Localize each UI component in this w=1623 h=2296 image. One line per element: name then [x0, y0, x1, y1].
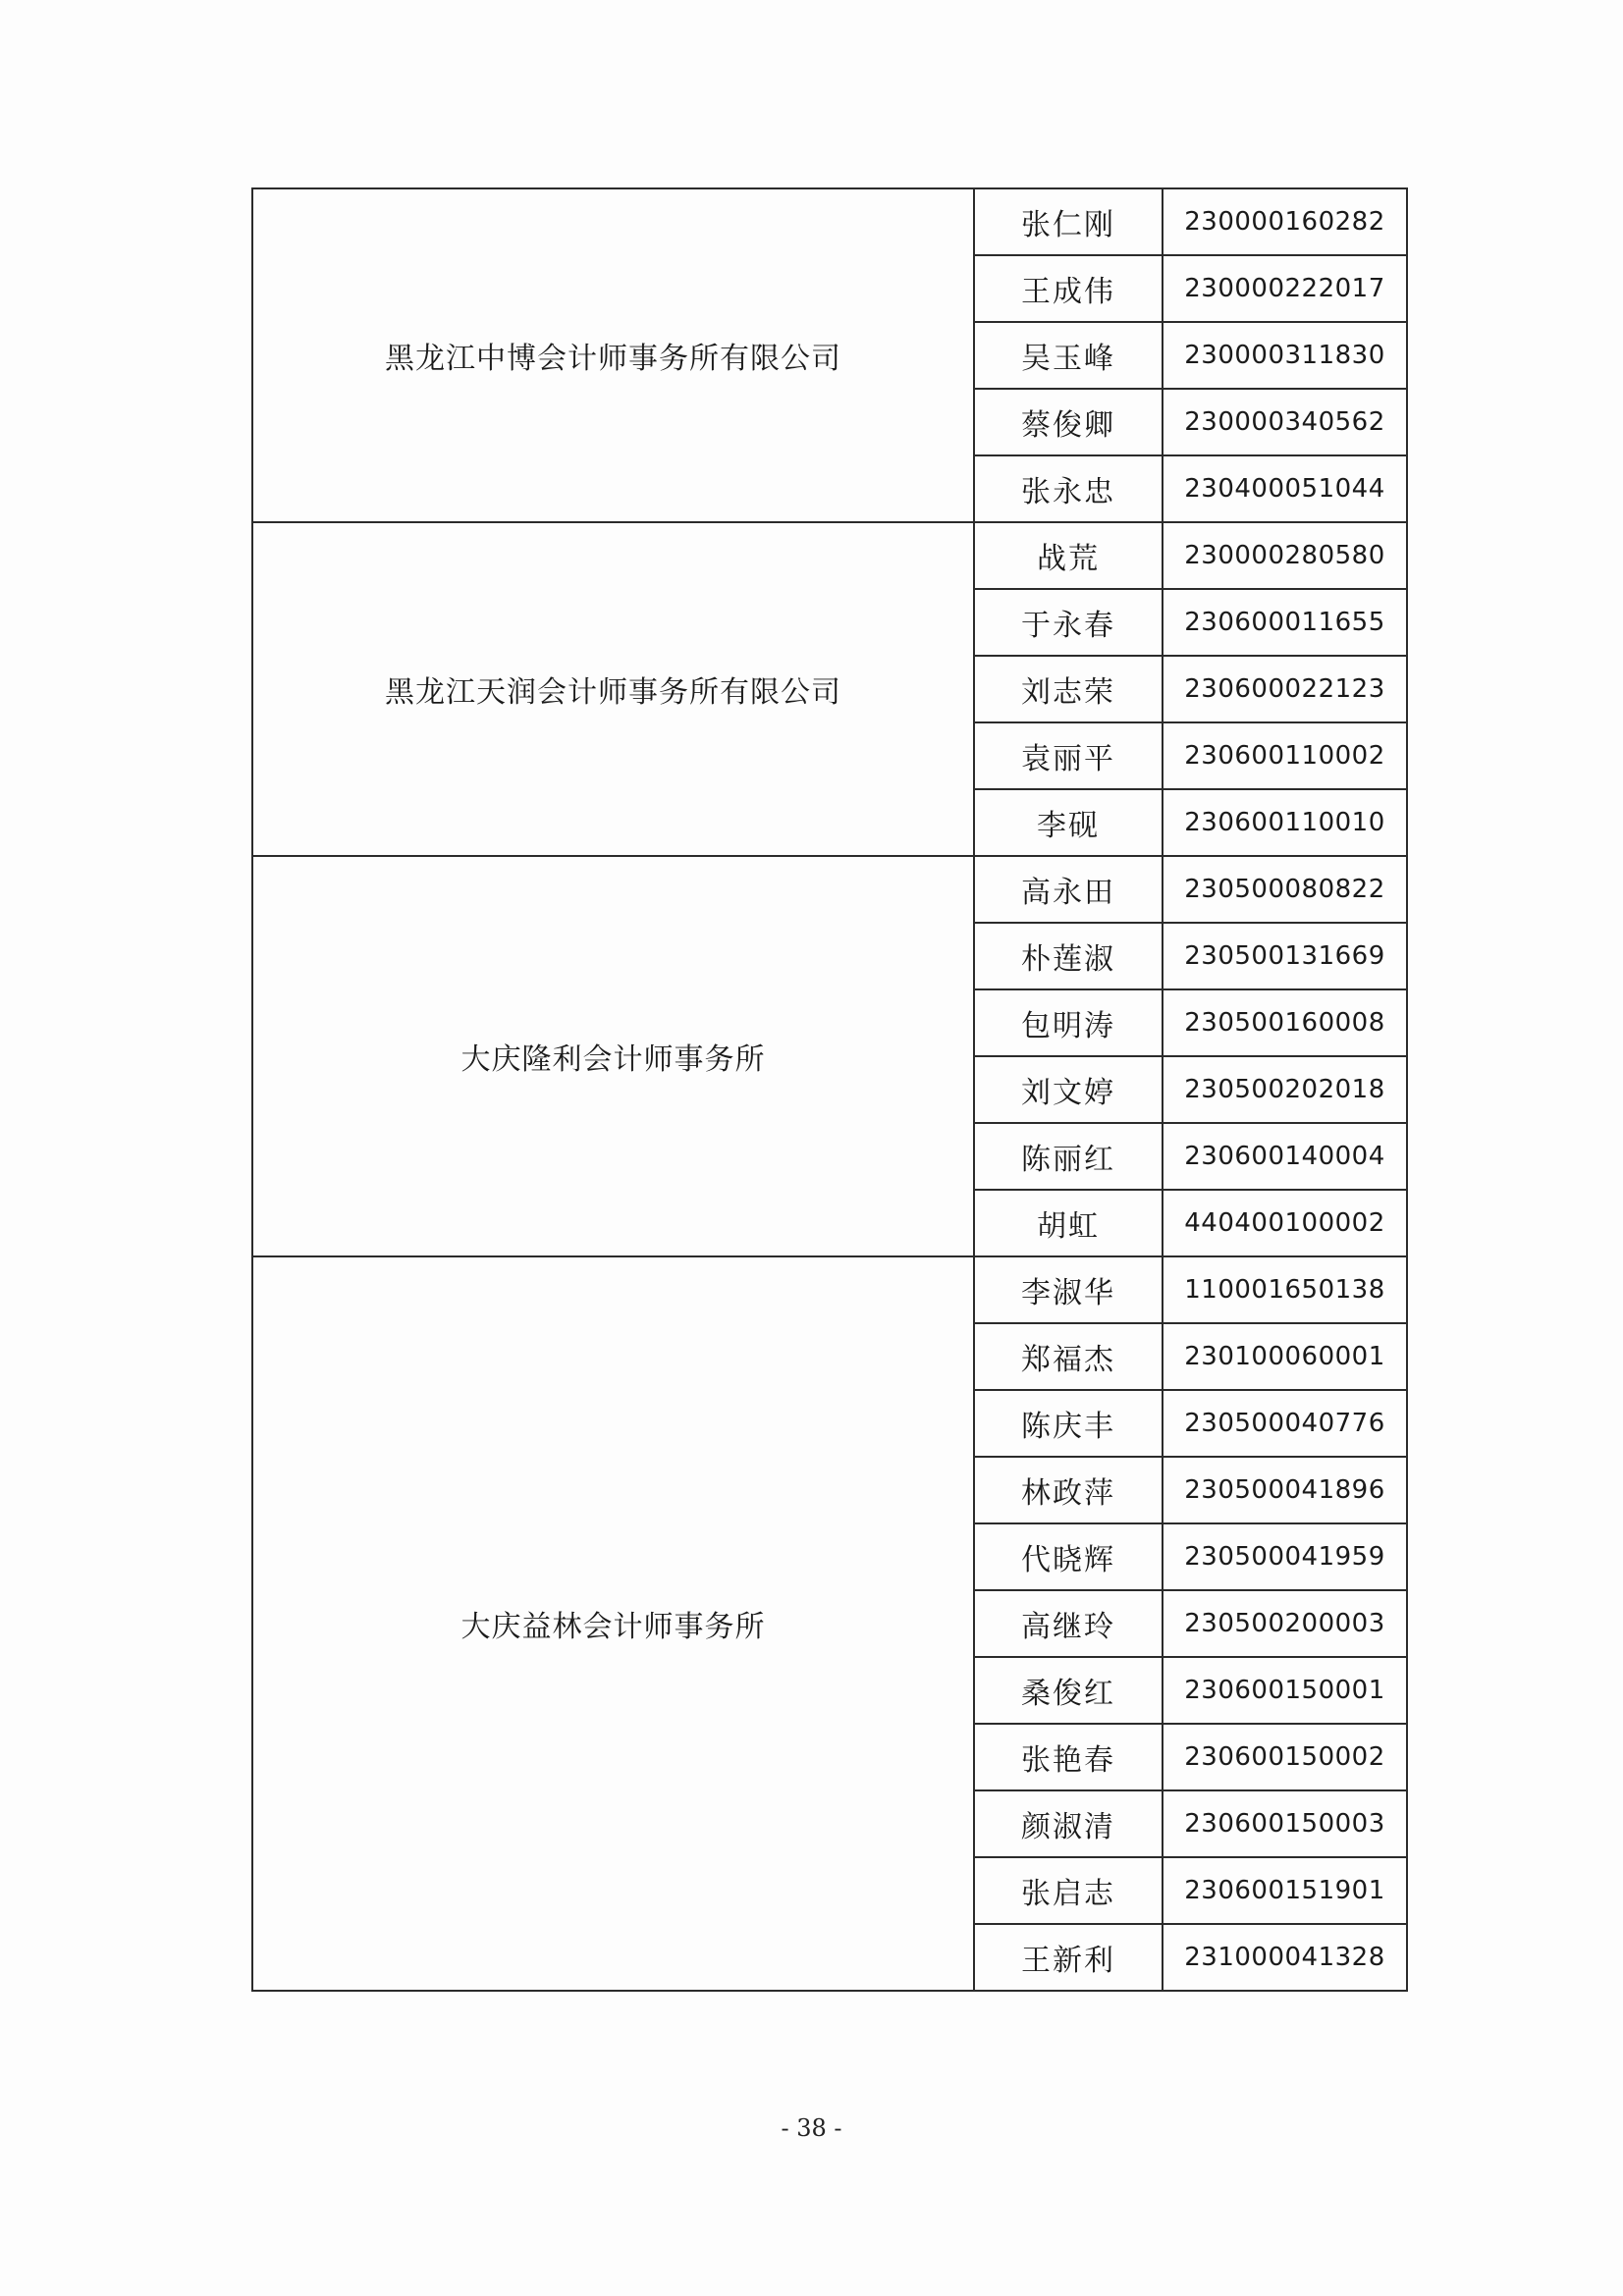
- certificate-number-cell: 230500160008: [1163, 989, 1407, 1056]
- accountant-name-cell: 王新利: [974, 1924, 1163, 1991]
- certificate-number-cell: 230600110002: [1163, 722, 1407, 789]
- certificate-number-cell: 230000280580: [1163, 522, 1407, 589]
- certificate-number-cell: 230600150002: [1163, 1724, 1407, 1790]
- certificate-number-cell: 230500041959: [1163, 1523, 1407, 1590]
- firm-name-cell: 黑龙江中博会计师事务所有限公司: [252, 188, 974, 522]
- roster-body: [252, 188, 1407, 1991]
- certificate-number-cell: 230600150001: [1163, 1657, 1407, 1724]
- accountant-name-cell: 包明涛: [974, 989, 1163, 1056]
- accountant-name-cell: 朴莲淑: [974, 923, 1163, 989]
- certificate-number-cell: 230600011655: [1163, 589, 1407, 656]
- accountant-name-cell: 于永春: [974, 589, 1163, 656]
- accountant-name-cell: 陈庆丰: [974, 1390, 1163, 1457]
- accountant-name-cell: 战荒: [974, 522, 1163, 589]
- certificate-number-cell: 230100060001: [1163, 1323, 1407, 1390]
- certificate-number-cell: 440400100002: [1163, 1190, 1407, 1256]
- certificate-number-cell: 230500041896: [1163, 1457, 1407, 1523]
- firm-name-cell: 大庆隆利会计师事务所: [252, 856, 974, 1256]
- accountant-name-cell: 陈丽红: [974, 1123, 1163, 1190]
- accountant-name-cell: 刘文婷: [974, 1056, 1163, 1123]
- accountant-name-cell: 桑俊红: [974, 1657, 1163, 1724]
- accountant-name-cell: 李淑华: [974, 1256, 1163, 1323]
- table-row: [252, 522, 1407, 589]
- accountant-name-cell: 李砚: [974, 789, 1163, 856]
- accountant-name-cell: 代晓辉: [974, 1523, 1163, 1590]
- accountant-name-cell: 张艳春: [974, 1724, 1163, 1790]
- accountant-name-cell: 颜淑清: [974, 1790, 1163, 1857]
- table-row: [252, 188, 1407, 255]
- accountant-name-cell: 蔡俊卿: [974, 389, 1163, 455]
- accountant-name-cell: 张永忠: [974, 455, 1163, 522]
- certificate-number-cell: 230500040776: [1163, 1390, 1407, 1457]
- accountant-name-cell: 张仁刚: [974, 188, 1163, 255]
- table-row: [252, 856, 1407, 923]
- certificate-number-cell: 230400051044: [1163, 455, 1407, 522]
- accountant-name-cell: 袁丽平: [974, 722, 1163, 789]
- certificate-number-cell: 230600151901: [1163, 1857, 1407, 1924]
- accountant-name-cell: 刘志荣: [974, 656, 1163, 722]
- accountant-name-cell: 吴玉峰: [974, 322, 1163, 389]
- accountant-name-cell: 高继玲: [974, 1590, 1163, 1657]
- certificate-number-cell: 230600110010: [1163, 789, 1407, 856]
- certificate-number-cell: 230000311830: [1163, 322, 1407, 389]
- certificate-number-cell: 230500131669: [1163, 923, 1407, 989]
- certificate-number-cell: 230000222017: [1163, 255, 1407, 322]
- accountant-name-cell: 胡虹: [974, 1190, 1163, 1256]
- certificate-number-cell: 230600022123: [1163, 656, 1407, 722]
- certificate-number-cell: 110001650138: [1163, 1256, 1407, 1323]
- accountant-name-cell: 郑福杰: [974, 1323, 1163, 1390]
- accountant-name-cell: 王成伟: [974, 255, 1163, 322]
- accountant-name-cell: 张启志: [974, 1857, 1163, 1924]
- accountant-roster-table: [251, 187, 1408, 1992]
- accountant-name-cell: 高永田: [974, 856, 1163, 923]
- certificate-number-cell: 231000041328: [1163, 1924, 1407, 1991]
- certificate-number-cell: 230000160282: [1163, 188, 1407, 255]
- page-number: - 38 -: [781, 2114, 842, 2142]
- certificate-number-cell: 230500202018: [1163, 1056, 1407, 1123]
- table-row: [252, 1256, 1407, 1323]
- certificate-number-cell: 230600150003: [1163, 1790, 1407, 1857]
- firm-name-cell: 黑龙江天润会计师事务所有限公司: [252, 522, 974, 856]
- certificate-number-cell: 230000340562: [1163, 389, 1407, 455]
- certificate-number-cell: 230500200003: [1163, 1590, 1407, 1657]
- certificate-number-cell: 230600140004: [1163, 1123, 1407, 1190]
- accountant-name-cell: 林政萍: [974, 1457, 1163, 1523]
- firm-name-cell: 大庆益林会计师事务所: [252, 1256, 974, 1991]
- certificate-number-cell: 230500080822: [1163, 856, 1407, 923]
